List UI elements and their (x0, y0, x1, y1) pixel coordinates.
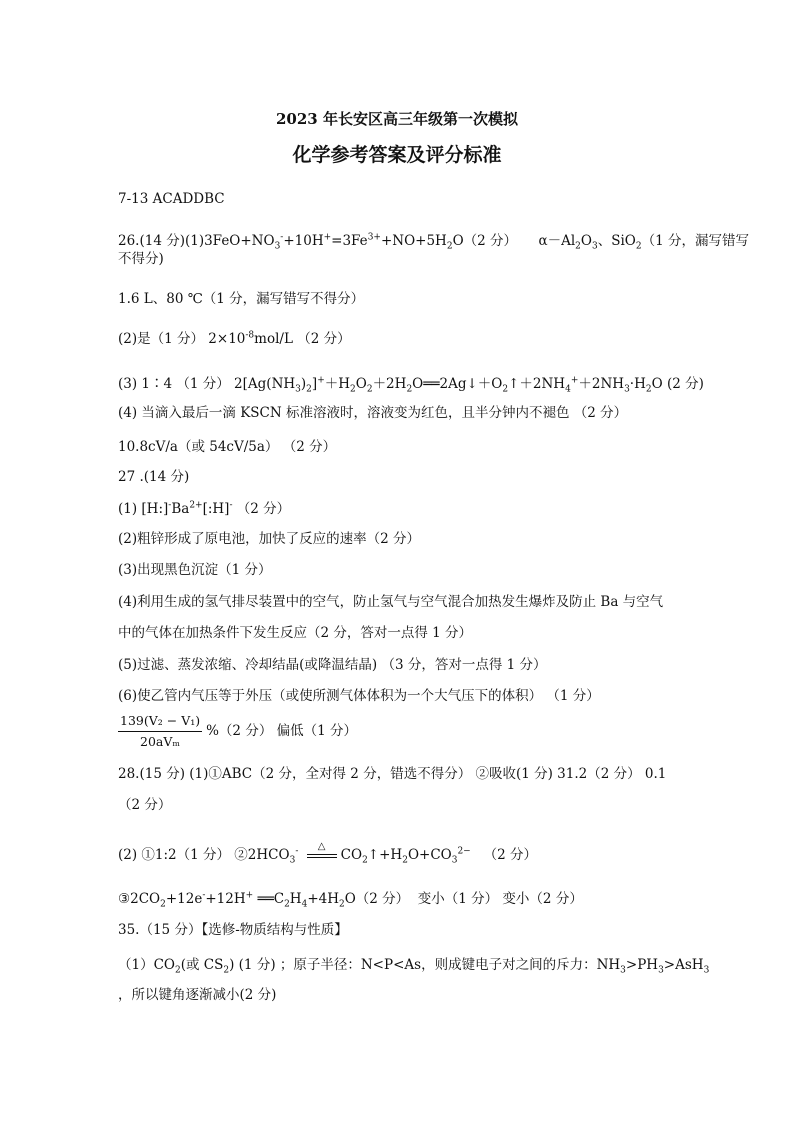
q26-line1: 26.(14 分)$(1)3FeO+NO_3^-+10H^+=3Fe^{3+}+NO+5H_2O(2$ 分） $\alpha-Al_2O_3$、SiO$_2$（1 分，漏写错写 (118, 232, 749, 252)
mc-answers: 7-13 ACADDBC (118, 191, 225, 207)
page-title: 2023 年长安区高三年级第一次模拟 (276, 110, 518, 128)
q27-1: (1) [H:] (118, 501, 169, 517)
q35-1-c: ) (1 分) ；原子半径：N<P<As，则成键电子对之间的斥力：NH (229, 957, 621, 973)
q28-line1: 28.(15 分) (1)①ABC（2 分，全对得 2 分，错选不得分） ②吸收(1 分) 31.2（2 分） 0.1 (118, 766, 667, 782)
page-subtitle: 化学参考答案及评分标准 (292, 144, 502, 166)
q35-head: 35.（15 分）【选修-物质结构与性质】 (118, 922, 348, 938)
fraction (118, 712, 202, 751)
q27-line4a: (4)利用生成的氢气排尽装置中的空气，防止氢气与空气混合加热发生爆炸及防止 Ba 与空气 (118, 594, 664, 610)
q28-line1-cont: （2 分） (118, 797, 172, 813)
q26-c-tail: mol/L （2 分） (254, 331, 351, 347)
q26-line5: (4) 当滴入最后一滴 KSCN 标准溶液时，溶液变为红色，且半分钟内不褪色 （2 分） (118, 405, 628, 421)
q26-d-pre: (3) 1∶4 （1 分） 2[Ag(NH (118, 376, 296, 392)
q26-line6: 10.8cV/a（或 54cV/5a） （2 分） (118, 439, 337, 455)
q27-line5: (5)过滤、蒸发浓缩、冷却结晶(或降温结晶) （3 分，答对一点得 1 分） (118, 657, 547, 673)
q27-head: 27 .(14 分) (118, 469, 190, 485)
q26-line2: 1.6 L、80 ℃（1 分，漏写错写不得分） (118, 291, 365, 307)
fraction-numerator: 139(V₂ − V₁) (118, 712, 202, 732)
q26-line4: (3) 1∶4 （1 分） $2[Ag(NH_3)_2]^++H_2O_2+2H_2O══2Ag↓+O_2↑+2NH_4^++2NH_3\cdot H_2O$ (2 分) (118, 375, 704, 395)
heat-condition: △ (317, 840, 326, 852)
q26-line1-cont: 不得分) (118, 251, 164, 267)
q35-line1: $(1)CO_2$(或 $CS_2$) (1 分) ；原子半径：N<P<As，则成键电子对之间的斥力：$NH_3>PH_3>AsH_3$ (118, 957, 710, 976)
q27-line4b: 中的气体在加热条件下发生反应（2 分，答对一点得 1 分） (118, 625, 473, 641)
q27-line3: (3)出现黑色沉淀（1 分） (118, 562, 272, 578)
q27-6-tail: %（2 分） 偏低（1 分） (206, 723, 357, 739)
q28-d-tail: 变小（1 分） 变小（2 分） (417, 891, 583, 907)
q27-1-tail: （2 分） (232, 501, 291, 517)
q26-head: 26.(14 分)(1)3FeO+NO (118, 233, 275, 249)
q35-1-pre: （1）CO (118, 957, 175, 973)
q35-line1-cont: ，所以键角逐渐减小(2 分) (118, 987, 277, 1003)
q27-formula-line (118, 712, 357, 751)
q27-line2: (2)粗锌形成了原电池，加快了反应的速率（2 分） (118, 531, 421, 547)
q27-line1: (1) $[H:]^-Ba^{2+}[:H]^-$ （2 分） (118, 500, 291, 517)
q26-line3: (2)是（1 分） $2\times 10^{-8}mol/L$ （2 分） (118, 330, 351, 347)
q26-c: (2)是（1 分） 2×10 (118, 331, 246, 347)
fraction-denominator: 20aVₘ (140, 734, 181, 749)
q28-c-pre: (2) ①1:2（1 分） ②2HCO (118, 847, 290, 863)
q28-line3: $③2CO_2+12e^-+12H^+$ $══C_2H_4+4H_2O(2$ 分） 变小（1 分） 变小（2 分） (118, 890, 583, 910)
q28-c-tail: （2 分） (483, 847, 537, 863)
q28-line2: (2) ①1:2（1 分） $②2HCO_3^-$ △ $CO_2↑+H_2O+CO_3^{2-}$ （2 分） (118, 846, 537, 864)
q35-1-b: (或 CS (180, 957, 224, 973)
q26-a-tail: α－Al (538, 233, 576, 249)
q27-line6: (6)使乙管内气压等于外压（或使所测气体体积为一个大气压下的体积） （1 分） (118, 688, 600, 704)
heat-arrow (307, 840, 337, 858)
